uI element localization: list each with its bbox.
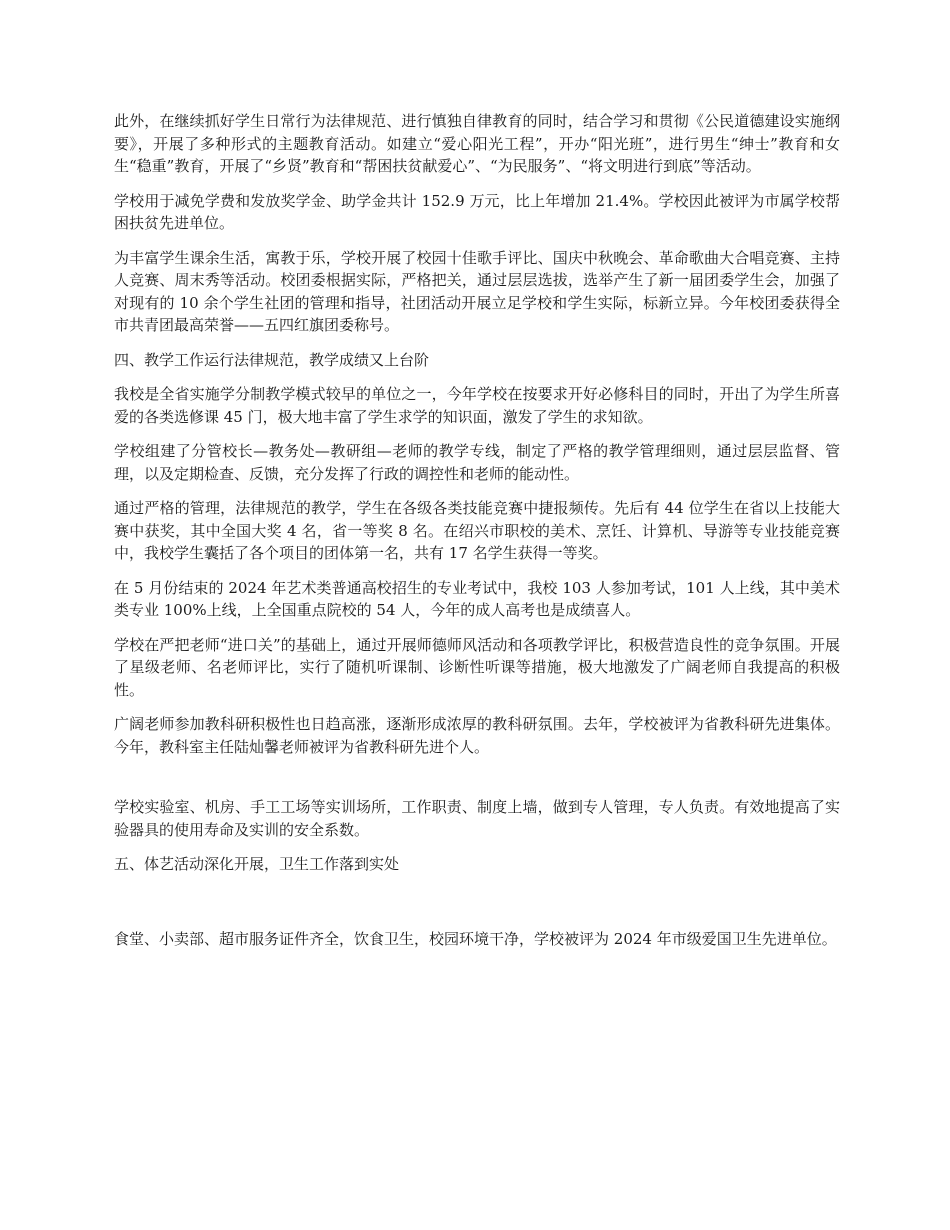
paragraph-skill-competitions: 通过严格的管理，法律规范的教学，学生在各级各类技能竞赛中捷报频传。先后有 44 位学生在省以上技能大赛中获奖，其中全国大奖 4 名，省一等奖 8 名。在绍兴市职校的美术、烹饪、计算机、导游等专业技能竞赛中，我校学生囊括了各个项目的团体第一名，共有 17 名学生获得一等奖。: [114, 499, 840, 562]
blank-gap: [114, 770, 840, 796]
paragraph-moral-education: 此外，在继续抓好学生日常行为法律规范、进行慎独自律教育的同时，结合学习和贯彻《公民道德建设实施纲要》，开展了多种形式的主题教育活动。如建立“爱心阳光工程”，开办“阳光班”，进行男生“绅士”教育和女生“稳重”教育，开展了“乡贤”教育和“帮困扶贫献爱心”、“为民服务”、“将文明进行到底”等活动。: [114, 112, 840, 175]
paragraph-art-exams: 在 5 月份结束的 2024 年艺术类普通高校招生的专业考试中，我校 103 人参加考试，101 人上线，其中美术类专业 100%上线，上全国重点院校的 54 人，今年的成人高考也是成绩喜人。: [114, 578, 840, 619]
paragraph-food-hygiene: 食堂、小卖部、超市服务证件齐全，饮食卫生，校园环境干净，学校被评为 2024 年市级爱国卫生先进单位。: [114, 929, 837, 948]
paragraph-training-facilities: 学校实验室、机房、手工工场等实训场所，工作职责、制度上墙，做到专人管理，专人负责。有效地提高了实验器具的使用寿命及实训的安全系数。: [114, 798, 840, 839]
paragraph-research: 广阔老师参加教科研积极性也日趋高涨，逐渐形成浓厚的教科研氛围。去年，学校被评为省教科研先进集体。今年，教科室主任陆灿馨老师被评为省教科研先进个人。: [114, 715, 840, 756]
section-heading-teaching: 四、教学工作运行法律规范，教学成绩又上台阶: [114, 350, 430, 369]
paragraph-extracurricular: 为丰富学生课余生活，寓教于乐，学校开展了校园十佳歌手评比、国庆中秋晚会、革命歌曲大合唱竞赛、主持人竞赛、周末秀等活动。校团委根据实际，严格把关，通过层层选拔，选举产生了新一届团委学生会，加强了对现有的 10 余个学生社团的管理和指导，社团活动开展立足学校和学生实际，标新立异。今年校团委获得全市共青团最高荣誉——五四红旗团委称号。: [114, 248, 840, 334]
paragraph-financial-aid: 学校用于减免学费和发放奖学金、助学金共计 152.9 万元，比上年增加 21.4%。学校因此被评为市属学校帮困扶贫先进单位。: [114, 191, 840, 232]
document-body: [114, 110, 840, 962]
paragraph-credit-system: 我校是全省实施学分制教学模式较早的单位之一，今年学校在按要求开好必修科目的同时，开出了为学生所喜爱的各类选修课 45 门，极大地丰富了学生求学的知识面，激发了学生的求知欲。: [114, 385, 840, 426]
blank-gap: [114, 888, 840, 928]
paragraph-teaching-management: 学校组建了分管校长—教务处—教研组—老师的教学专线，制定了严格的教学管理细则，通过层层监督、管理，以及定期检查、反馈，充分发挥了行政的调控性和老师的能动性。: [114, 442, 840, 483]
section-heading-sports-health: 五、体艺活动深化开展，卫生工作落到实处: [114, 855, 400, 873]
paragraph-teacher-evaluation: 学校在严把老师“进口关”的基础上，通过开展师德师风活动和各项教学评比，积极营造良性的竞争氛围。开展了星级老师、名老师评比，实行了随机听课制、诊断性听课等措施，极大地激发了广阔老师自我提高的积极性。: [114, 635, 840, 699]
